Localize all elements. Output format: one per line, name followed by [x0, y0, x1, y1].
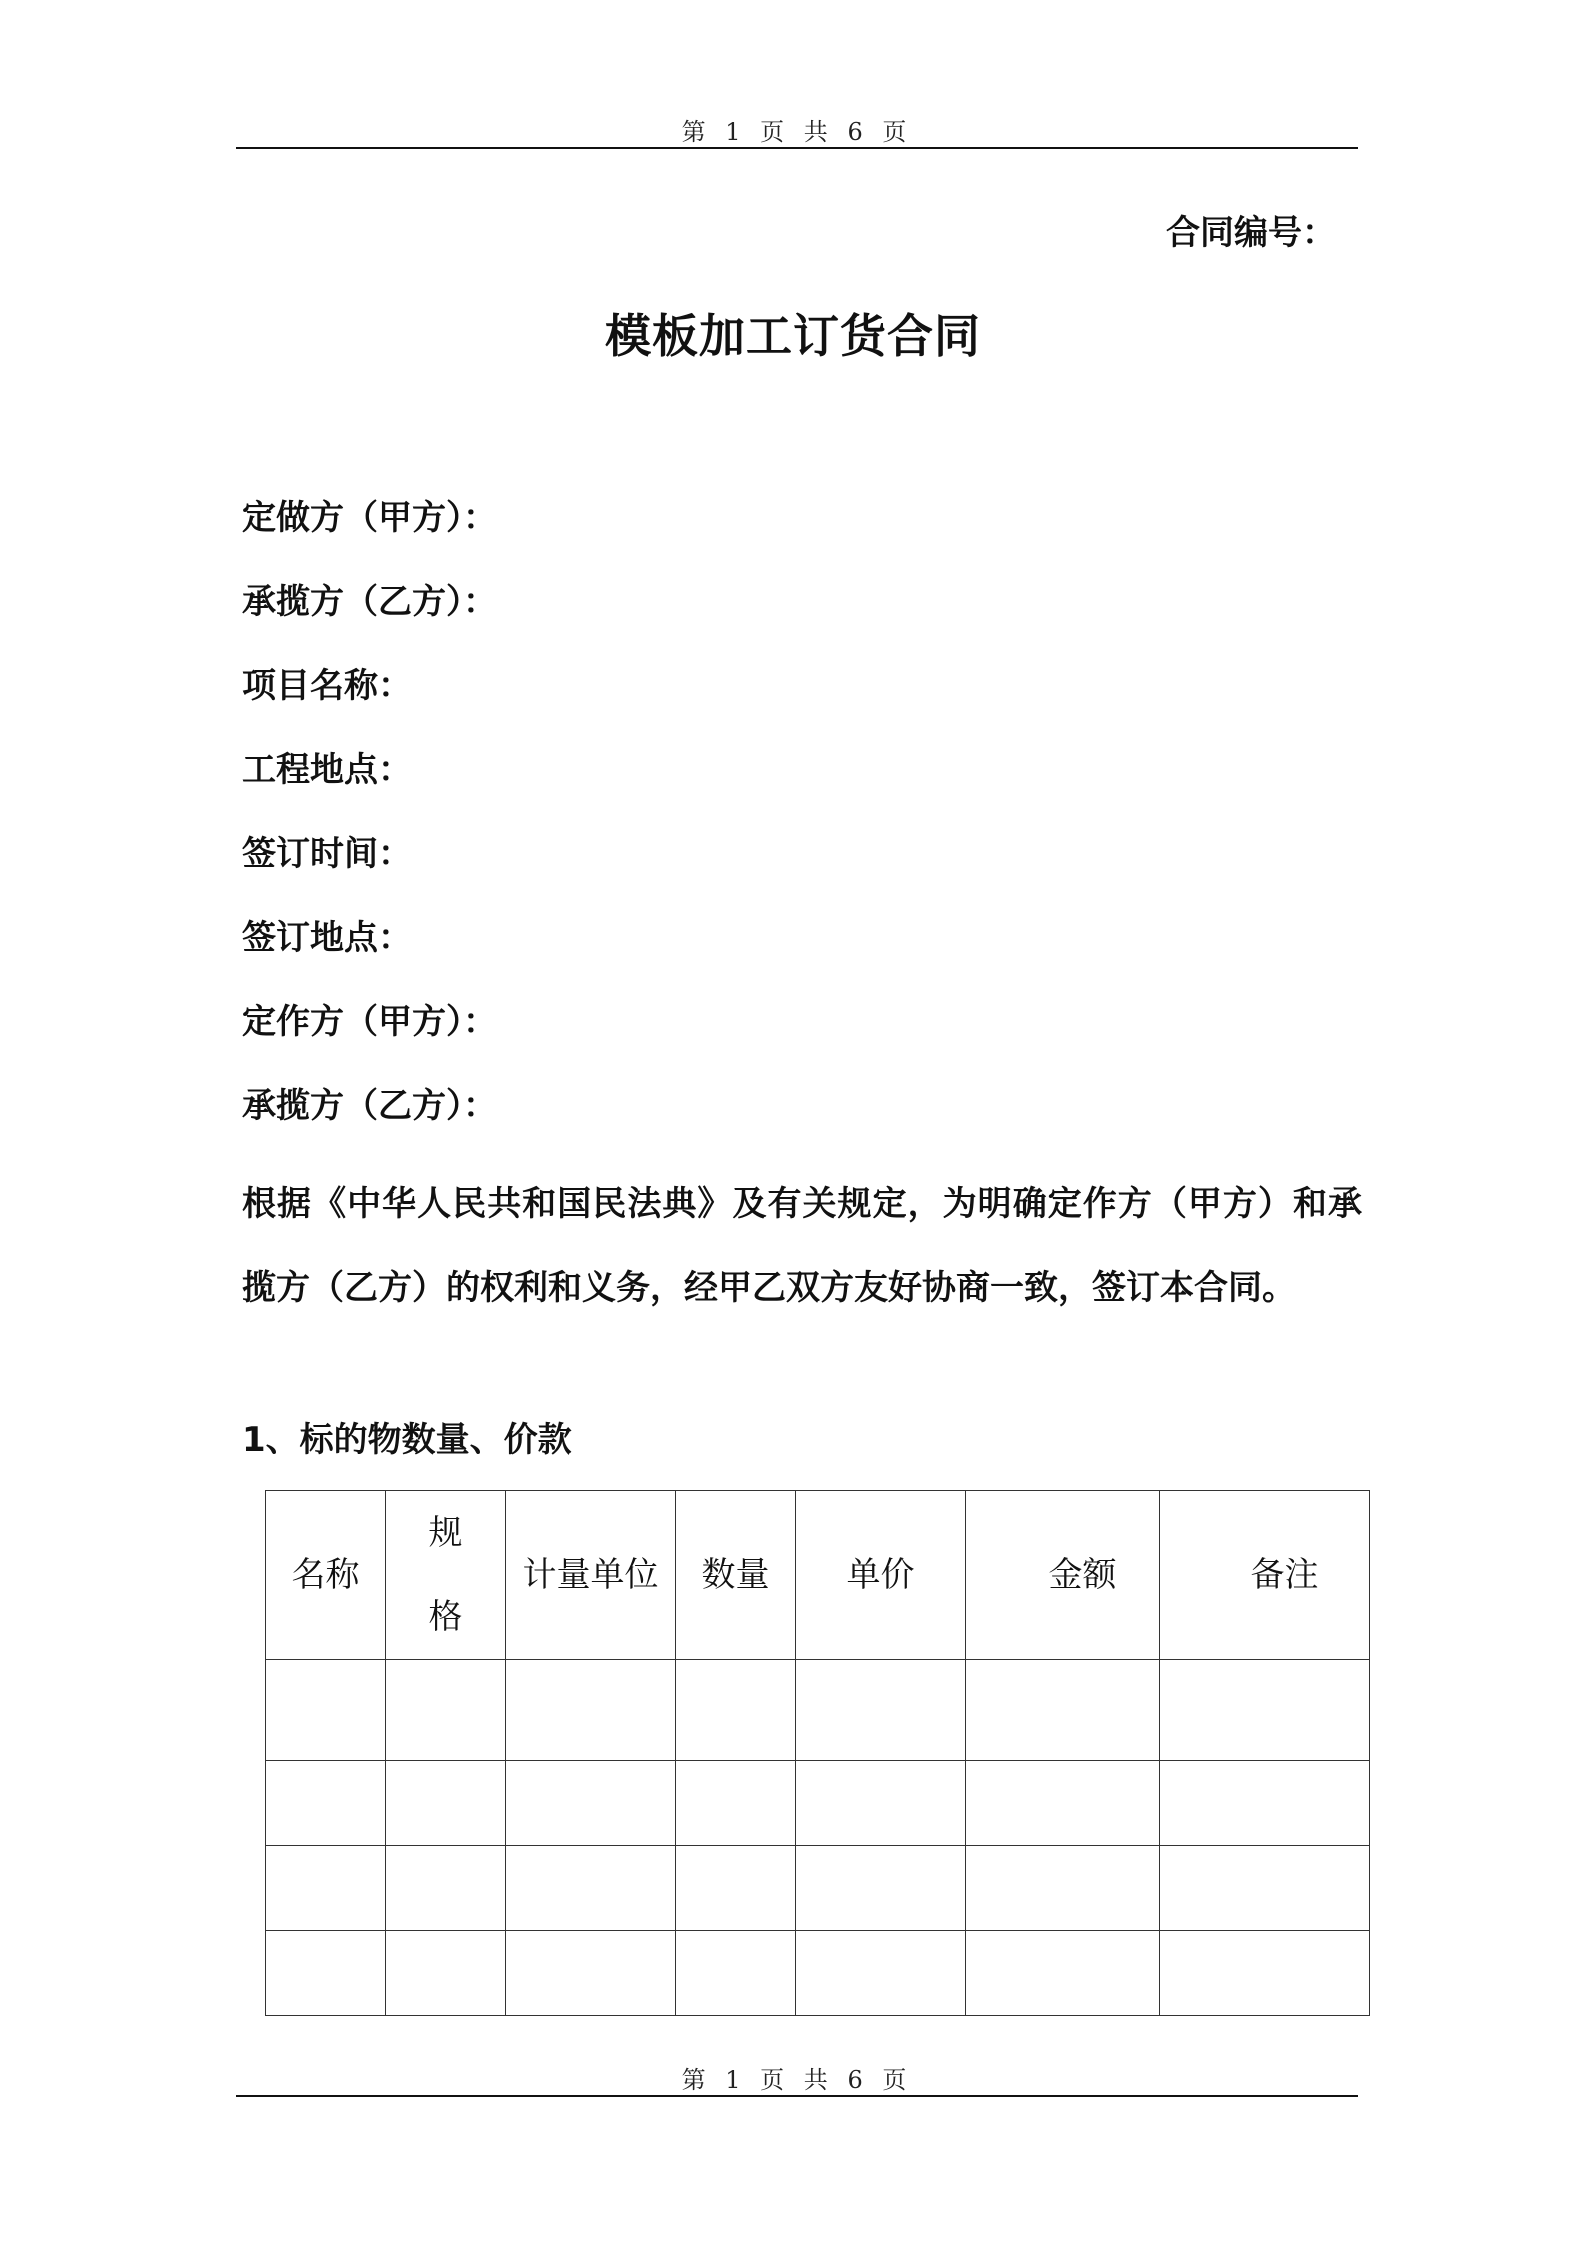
table-cell — [1160, 1660, 1370, 1761]
field-project-location: 工程地点： — [242, 750, 412, 790]
table-cell — [796, 1660, 966, 1761]
field-contractor-party-b: 承揽方（乙方）： — [242, 582, 497, 622]
field-client-party-a-2: 定作方（甲方）： — [242, 1002, 497, 1042]
header-rule — [236, 147, 1358, 149]
table-cell — [676, 1931, 796, 2016]
page-footer: 第 1 页 共 6 页 — [681, 2066, 913, 2094]
field-signing-date: 签订时间： — [242, 834, 412, 874]
table-cell — [1160, 1846, 1370, 1931]
col-header-name: 名称 — [266, 1491, 386, 1660]
field-signing-place: 签订地点： — [242, 918, 412, 958]
table-cell — [796, 1846, 966, 1931]
table-row — [266, 1846, 1370, 1931]
col-header-unit: 计量单位 — [506, 1491, 676, 1660]
table-cell — [796, 1761, 966, 1846]
table-row — [266, 1761, 1370, 1846]
col-header-unit-price: 单价 — [796, 1491, 966, 1660]
table-cell — [1160, 1761, 1370, 1846]
table-cell — [266, 1761, 386, 1846]
table-cell — [266, 1660, 386, 1761]
items-table — [265, 1490, 1370, 2016]
field-project-name: 项目名称： — [242, 666, 412, 706]
table-cell — [386, 1761, 506, 1846]
table-cell — [386, 1660, 506, 1761]
footer-rule — [236, 2095, 1358, 2097]
table-row — [266, 1660, 1370, 1761]
section-1-heading: 1、标的物数量、价款 — [242, 1420, 572, 1460]
table-cell — [266, 1931, 386, 2016]
col-header-quantity: 数量 — [676, 1491, 796, 1660]
col-header-remarks: 备注 — [1160, 1491, 1370, 1660]
table-cell — [966, 1761, 1160, 1846]
table-cell — [966, 1846, 1160, 1931]
table-cell — [676, 1660, 796, 1761]
intro-paragraph: 根据《中华人民共和国民法典》及有关规定，为明确定作方（甲方）和承揽方（乙方）的权利和义务，经甲乙双方友好协商一致，签订本合同。 — [242, 1184, 1362, 1308]
table-row — [266, 1931, 1370, 2016]
table-header-row — [266, 1491, 1370, 1660]
table-cell — [506, 1761, 676, 1846]
table-cell — [676, 1761, 796, 1846]
table-cell — [506, 1931, 676, 2016]
table-cell — [966, 1660, 1160, 1761]
table-cell — [796, 1931, 966, 2016]
table-cell — [1160, 1931, 1370, 2016]
table-cell — [966, 1931, 1160, 2016]
table-cell — [266, 1846, 386, 1931]
col-header-amount: 金额 — [966, 1491, 1160, 1660]
document-title: 模板加工订货合同 — [605, 309, 981, 363]
field-contractor-party-b-2: 承揽方（乙方）： — [242, 1086, 497, 1126]
table-cell — [506, 1846, 676, 1931]
col-header-spec: 规格 — [386, 1491, 506, 1660]
table-cell — [386, 1846, 506, 1931]
party-fields — [242, 490, 497, 1162]
contract-number-label: 合同编号： — [1166, 213, 1336, 253]
table-cell — [506, 1660, 676, 1761]
page-header: 第 1 页 共 6 页 — [681, 118, 913, 146]
table-cell — [676, 1846, 796, 1931]
table-cell — [386, 1931, 506, 2016]
field-client-party-a: 定做方（甲方）： — [242, 498, 497, 538]
